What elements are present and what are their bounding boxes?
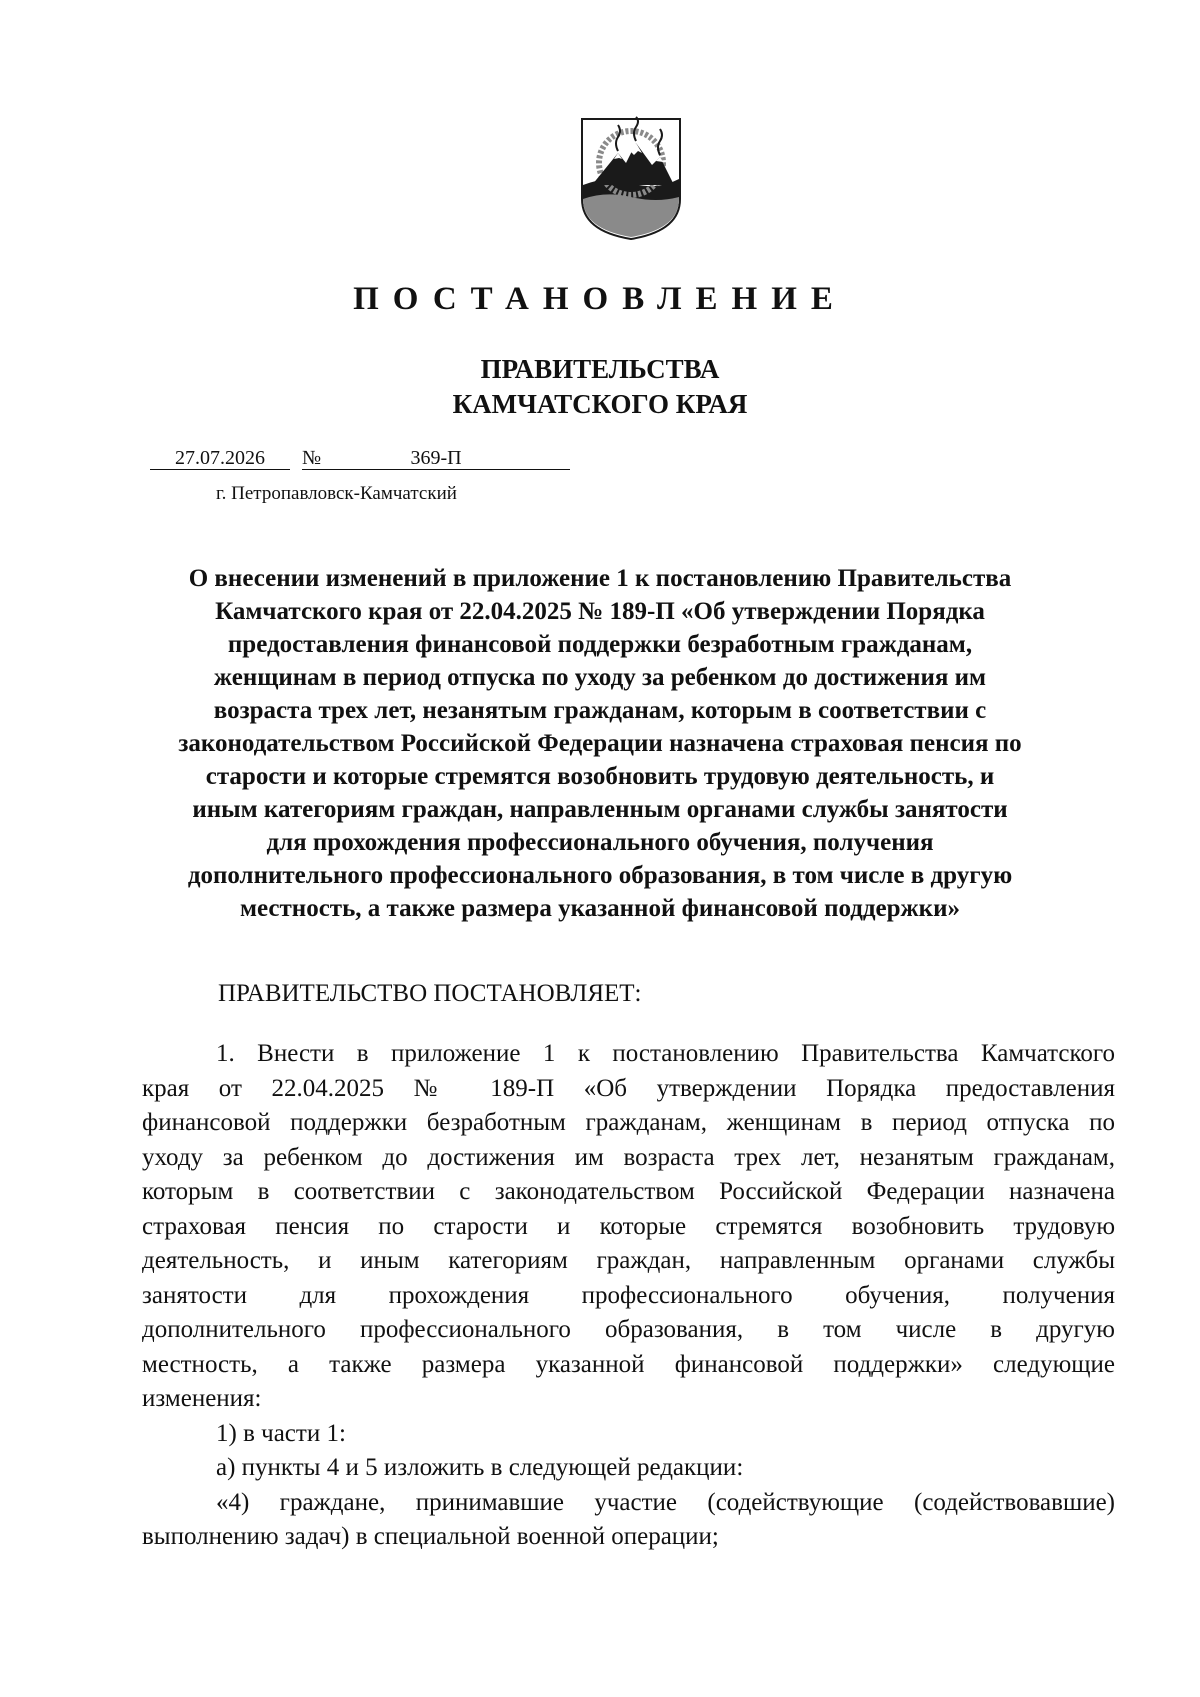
body-line: финансовой поддержки безработным гражданам, женщинам в период отпуска по	[142, 1109, 1115, 1136]
number-sign: №	[302, 447, 322, 469]
subject-line: дополнительного профессионального образования, в том числе в другую	[187, 862, 1013, 889]
city: г. Петропавловск-Камчатский	[216, 483, 457, 504]
subject-line: законодательством Российской Федерации назначена страховая пенсия по	[178, 730, 1022, 757]
body-line: 1) в части 1:	[216, 1419, 346, 1447]
subject-line: женщинам в период отпуска по уходу за ребенком до достижения им	[213, 664, 987, 691]
document-subject	[130, 562, 1070, 925]
subject-line: местность, а также размера указанной финансовой поддержки»	[240, 895, 960, 922]
document-date: 27.07.2026	[150, 447, 290, 470]
body-line: страховая пенсия по старости и которые стремятся возобновить трудовую	[142, 1212, 1115, 1240]
body-line: деятельность, и иным категориям граждан, направленным органами службы	[142, 1247, 1115, 1274]
body-line: 1. Внести в приложение 1 к постановлению Правительства Камчатского	[216, 1040, 1115, 1067]
number-value: 369-П	[410, 447, 462, 469]
body-line: а) пункты 4 и 5 изложить в следующей редакции:	[216, 1454, 744, 1481]
kamchatka-coat-of-arms-icon	[578, 113, 684, 241]
document-type-title: ПОСТАНОВЛЕНИЕ	[353, 281, 847, 317]
subject-line: для прохождения профессионального обучения, получения	[266, 829, 934, 856]
body-line: края от 22.04.2025 № 189-П «Об утверждении Порядка предоставления	[142, 1074, 1115, 1102]
document-number	[302, 447, 570, 470]
body-line: местность, а также размера указанной финансовой поддержки» следующие	[142, 1350, 1115, 1378]
subject-line: Камчатского края от 22.04.2025 № 189-П «Об утверждении Порядка	[215, 598, 985, 625]
body-line: занятости для прохождения профессионального обучения, получения	[142, 1281, 1115, 1309]
body-line: уходу за ребенком до достижения им возраста трех лет, незанятым гражданам,	[142, 1143, 1115, 1171]
document-body	[142, 1037, 1115, 1555]
subject-line: возраста трех лет, незанятым гражданам, которым в соответствии с	[213, 697, 987, 724]
body-line: которым в соответствии с законодательством Российской Федерации назначена	[142, 1178, 1115, 1205]
issuer-block	[0, 352, 1200, 422]
body-line: изменения:	[142, 1385, 262, 1412]
registration-line	[150, 447, 570, 473]
subject-line: предоставления финансовой поддержки безработным гражданам,	[227, 631, 973, 658]
subject-line: старости и которые стремятся возобновить трудовую деятельность, и	[205, 763, 995, 790]
subject-line: О внесении изменений в приложение 1 к постановлению Правительства	[188, 565, 1012, 592]
subject-line: иным категориям граждан, направленным органами службы занятости	[192, 796, 1008, 823]
issuer-line: КАМЧАТСКОГО КРАЯ	[452, 389, 748, 419]
body-line: «4) граждане, принимавшие участие (содействующие (содействовавшие)	[216, 1488, 1115, 1516]
issuer-line: ПРАВИТЕЛЬСТВА	[480, 354, 720, 384]
body-line: дополнительного профессионального образования, в том числе в другую	[142, 1316, 1115, 1343]
resolves-heading: ПРАВИТЕЛЬСТВО ПОСТАНОВЛЯЕТ:	[218, 980, 642, 1007]
body-line: выполнению задач) в специальной военной операции;	[142, 1523, 719, 1550]
